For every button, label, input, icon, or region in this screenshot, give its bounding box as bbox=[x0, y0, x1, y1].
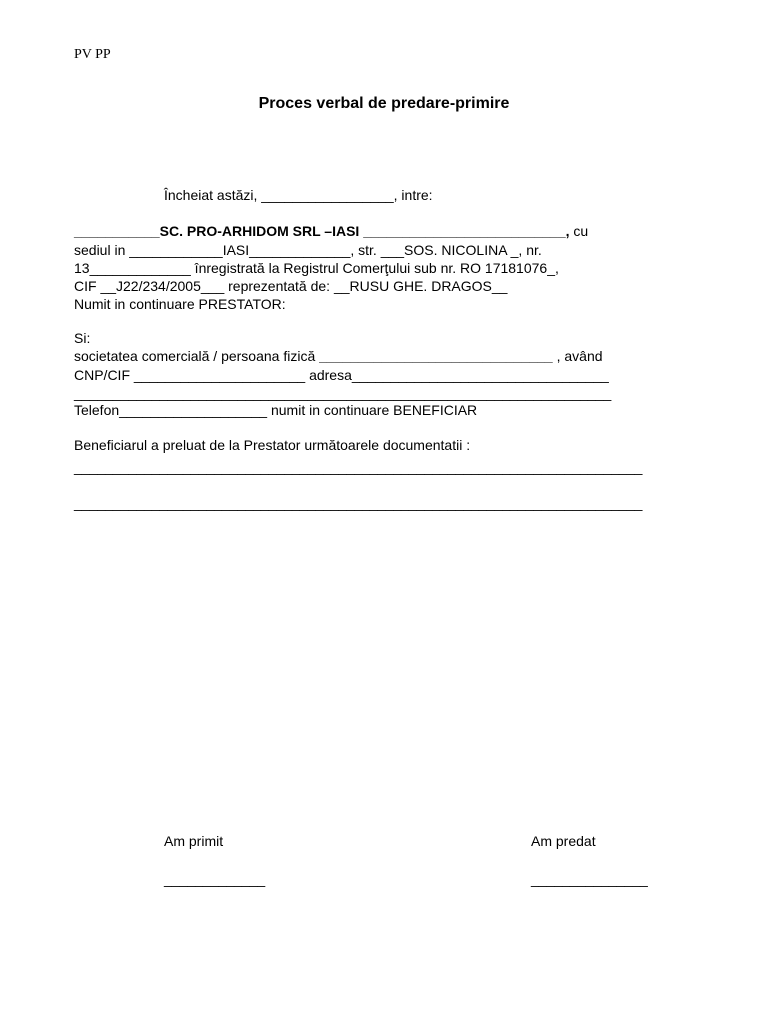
prestator-line-1-tail: cu bbox=[569, 223, 589, 239]
prestator-line-1 bbox=[74, 222, 588, 240]
prestator-company-name: ___________SC. PRO-ARHIDOM SRL –IASI __________________________, bbox=[74, 223, 570, 239]
prestator-line-5: Numit in continuare PRESTATOR: bbox=[74, 296, 286, 312]
signature-left-line: _____________ bbox=[164, 871, 266, 887]
prestator-line-4: CIF __J22/234/2005___ reprezentată de: __RUSU GHE. DRAGOS__ bbox=[74, 278, 508, 294]
prestator-line-2: sediul in ____________IASI_____________, str. ___SOS. NICOLINA _, nr. bbox=[74, 242, 542, 258]
beneficiar-si: Si: bbox=[74, 330, 91, 346]
beneficiar-name-blank: ______________________________ bbox=[319, 348, 553, 364]
beneficiar-line-1 bbox=[74, 347, 603, 365]
documentatii-blank-1: _________________________________________________________________________ bbox=[74, 459, 643, 475]
documentatii-blank-2: _________________________________________________________________________ bbox=[74, 495, 643, 511]
signature-left-label: Am primit bbox=[164, 833, 224, 849]
documentatii-label: Beneficiarul a preluat de la Prestator următoarele documentatii : bbox=[74, 437, 471, 453]
prestator-line-3: 13_____________ înregistrată la Registrul Comerţului sub nr. RO 17181076_, bbox=[74, 260, 559, 276]
beneficiar-line-1-pre: societatea comercială / persoana fizică bbox=[74, 348, 320, 364]
beneficiar-line-3: _____________________________________________________________________ bbox=[74, 385, 612, 401]
beneficiar-line-2: CNP/CIF ______________________ adresa_________________________________ bbox=[74, 367, 609, 383]
intro-line: Încheiat astăzi, _________________, intre: bbox=[164, 187, 433, 203]
beneficiar-line-1-post: , având bbox=[552, 348, 603, 364]
signature-right-line: _______________ bbox=[531, 871, 648, 887]
signature-right-label: Am predat bbox=[531, 833, 596, 849]
document-code: PV PP bbox=[74, 47, 111, 62]
beneficiar-line-4: Telefon___________________ numit in continuare BENEFICIAR bbox=[74, 402, 478, 418]
document-title: Proces verbal de predare-primire bbox=[258, 95, 510, 112]
